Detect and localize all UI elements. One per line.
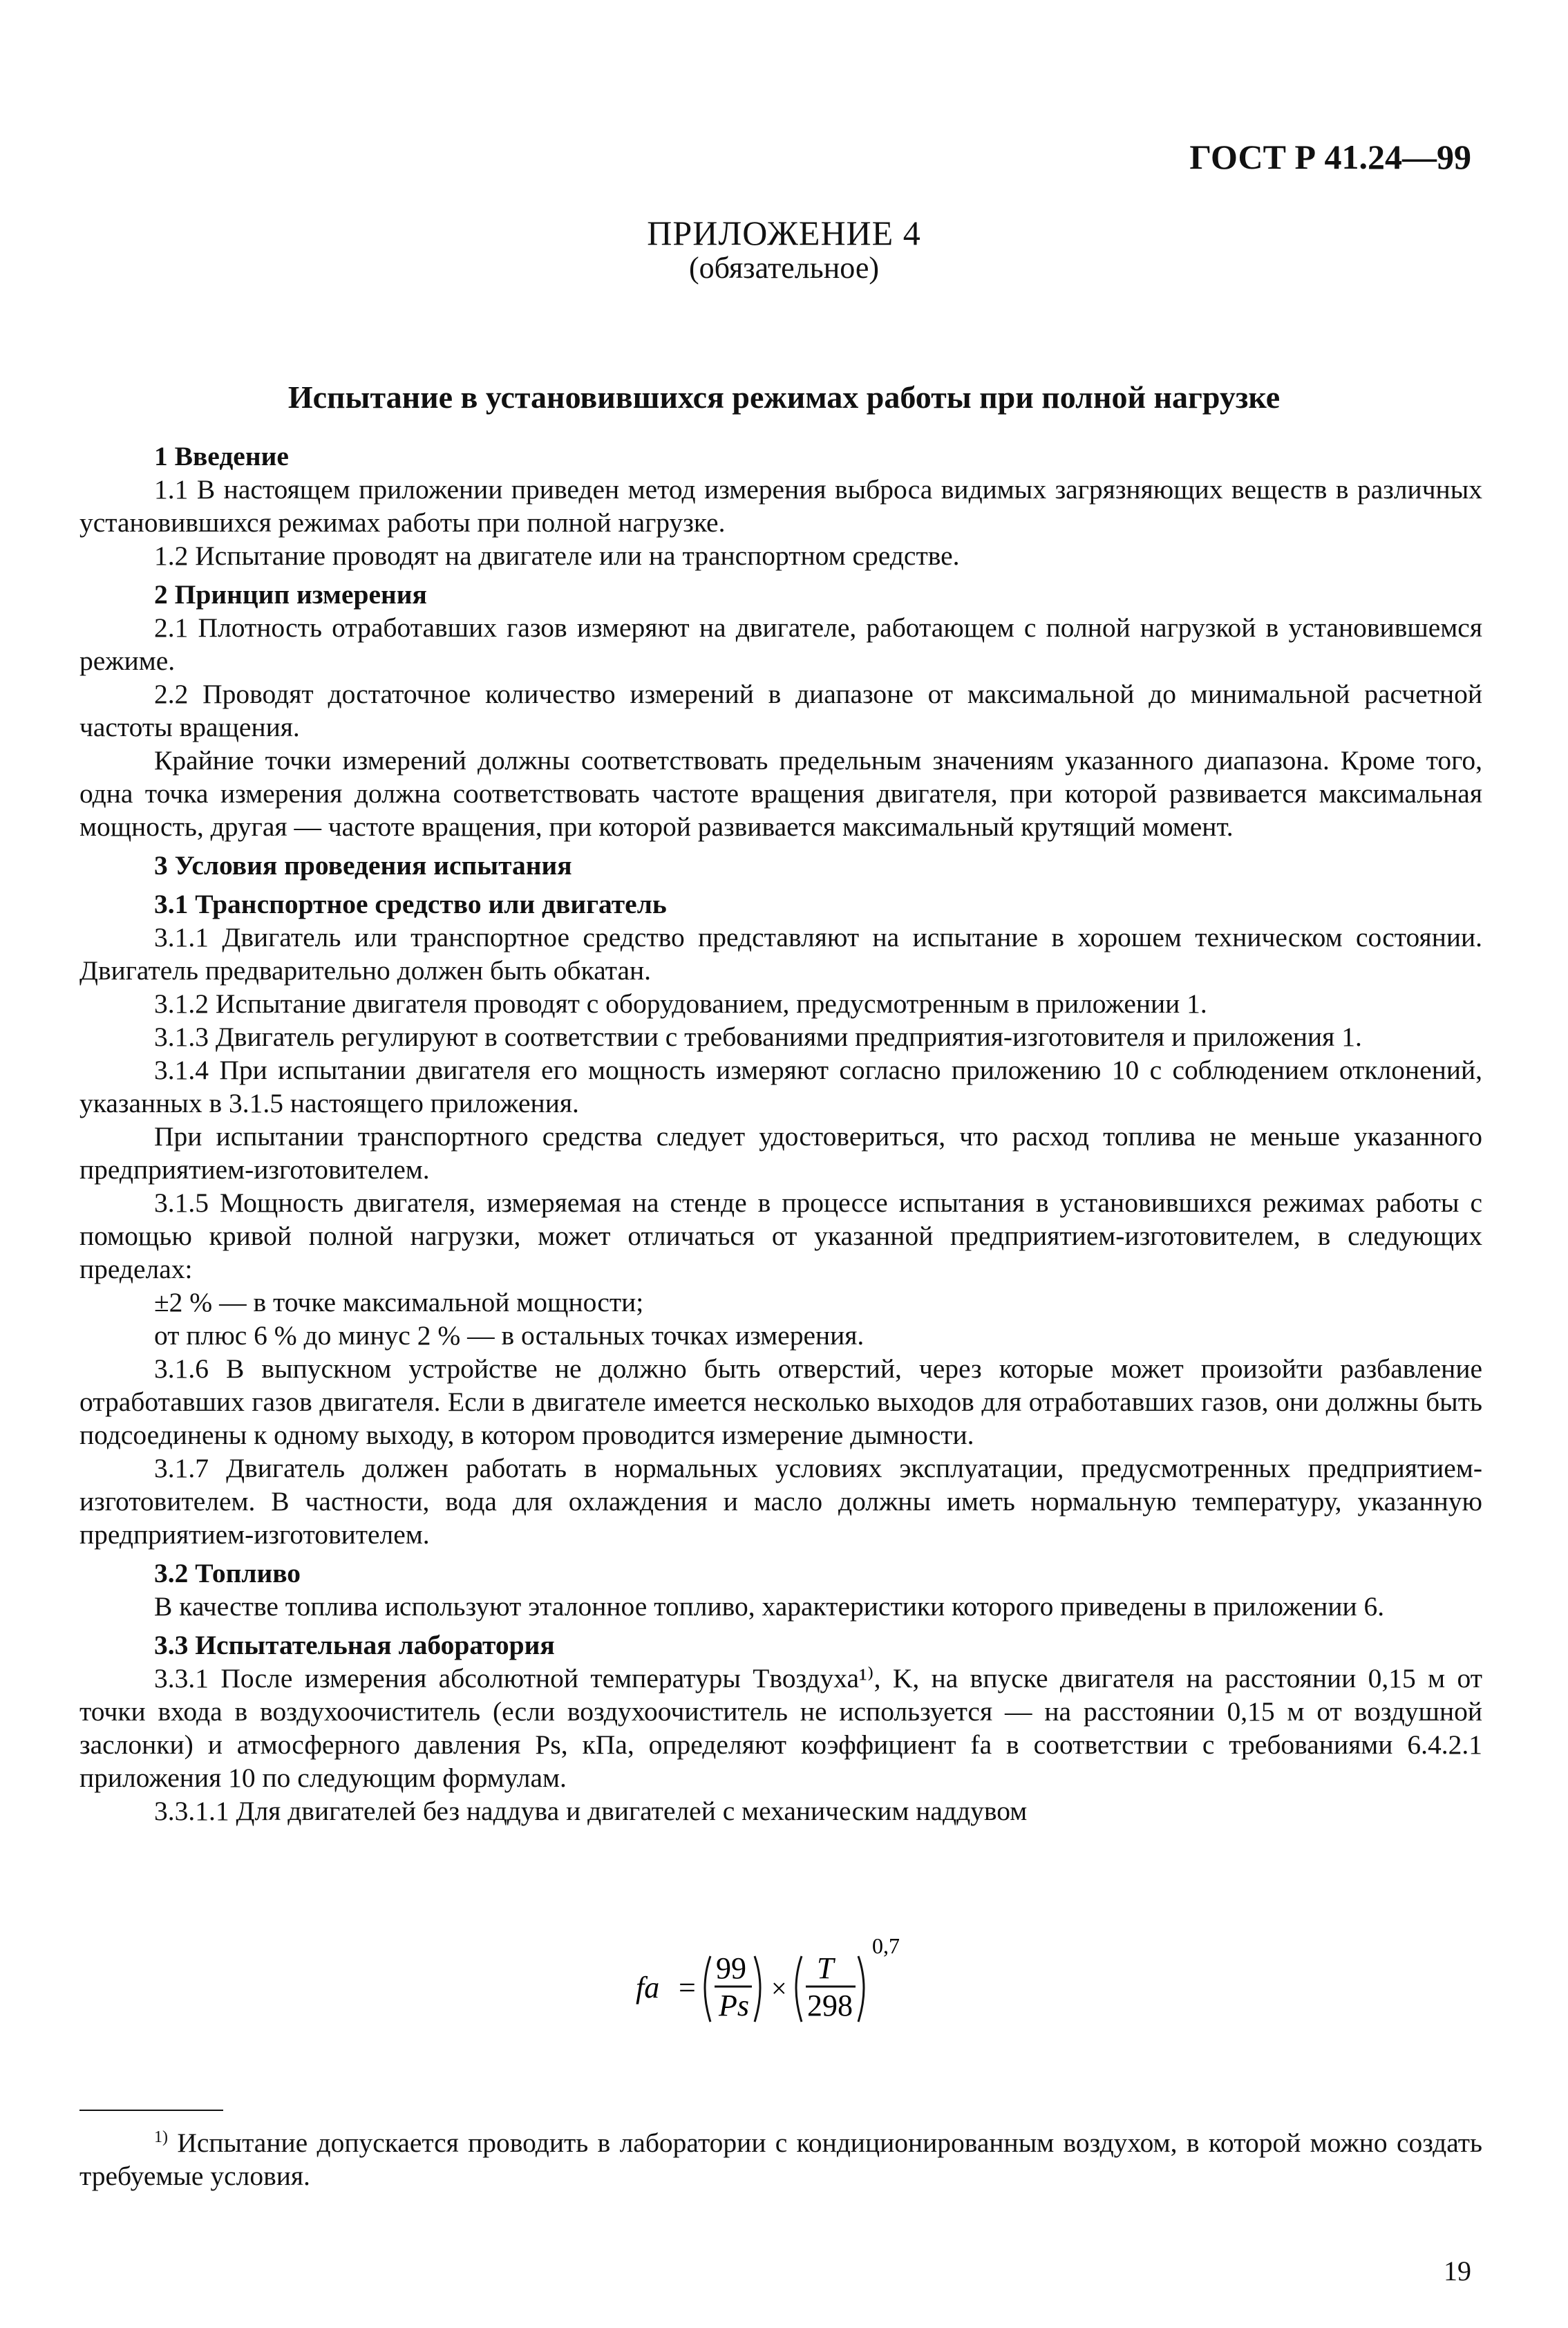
paragraph: Крайние точки измерений должны соответствовать предельным значениям указанного диапазона. Кроме того, одна точка измерения должна соответствовать частоте вращения двигателя, при которой развивается максимальная мощность, другая — частоте вращения, при которой развивается максимальный крутящий момент.	[79, 745, 1482, 842]
paragraph: 3.1.4 При испытании двигателя его мощность измеряют согласно приложению 10 с соблюдением отклонений, указанных в 3.1.5 настоящего приложения.	[79, 1055, 1482, 1118]
formula-denominator-1: Ps	[719, 1989, 749, 2022]
subsection-heading: 3.3 Испытательная лаборатория	[154, 1630, 555, 1660]
paragraph: от плюс 6 % до минус 2 % — в остальных точках измерения.	[154, 1320, 865, 1351]
paragraph: В качестве топлива используют эталонное топливо, характеристики которого приведены в приложении 6.	[154, 1591, 1385, 1622]
right-paren	[858, 1956, 864, 2022]
right-paren	[755, 1956, 760, 2022]
formula-lhs: fa	[636, 1971, 660, 2005]
paragraph: 3.1.3 Двигатель регулируют в соответствии с требованиями предприятия-изготовителя и приложения 1.	[154, 1022, 1362, 1052]
left-paren	[796, 1956, 802, 2022]
section-heading: 1 Введение	[154, 441, 289, 471]
main-title: Испытание в установившихся режимах работы при полной нагрузке	[287, 379, 1281, 415]
paragraph: ±2 % — в точке максимальной мощности;	[154, 1287, 644, 1317]
paragraph: 3.1.1 Двигатель или транспортное средство представляют на испытание в хорошем техническом состоянии. Двигатель предварительно должен быть обкатан.	[79, 922, 1482, 986]
section-heading: 2 Принцип измерения	[154, 579, 427, 610]
paragraph: 3.1.5 Мощность двигателя, измеряемая на стенде в процессе испытания в установившихся режимах работы с помощью кривой полной нагрузки, может отличаться от указанной предприятием-изготовителем, в следующих пределах:	[79, 1188, 1482, 1284]
document-body	[79, 434, 1482, 1828]
section-heading: 3 Условия проведения испытания	[154, 850, 572, 881]
left-paren	[705, 1956, 710, 2022]
formula-times: ×	[771, 1973, 787, 2004]
paragraph: 3.1.7 Двигатель должен работать в нормальных условиях эксплуатации, предусмотренных предприятием-изготовителем. В частности, вода для охлаждения и масло должны иметь нормальную температуру, указанную предприятием-изготовителем.	[79, 1453, 1482, 1550]
appendix-title: ПРИЛОЖЕНИЕ 4	[647, 214, 921, 252]
footnote-divider	[79, 2110, 223, 2111]
document-id: ГОСТ Р 41.24—99	[1189, 138, 1471, 176]
paragraph: 3.3.1 После измерения абсолютной температуры Tвоздуха¹⁾, K, на впуске двигателя на расстоянии 0,15 м от точки входа в воздухоочиститель (если воздухоочиститель не используется — на расстоянии 0,15 м от воздушной заслонки) и атмосферного давления Ps, кПа, определяют коэффициент fa в соответствии с требованиями 6.4.2.1 приложения 10 по следующим формулам.	[79, 1663, 1482, 1793]
formula	[636, 1928, 926, 2046]
formula-exponent: 0,7	[872, 1933, 900, 1958]
paragraph: 1.1 В настоящем приложении приведен метод измерения выброса видимых загрязняющих веществ в различных установившихся режимах работы при полной нагрузке.	[79, 474, 1482, 538]
footnote-marker: 1)	[154, 2128, 168, 2146]
footnote	[79, 2126, 1482, 2193]
paragraph: 3.1.6 В выпускном устройстве не должно быть отверстий, через которые может произойти разбавление отработавших газов двигателя. Если в двигателе имеется несколько выходов для отработавших газов, они должны быть подсоединены к одному выходу, в котором проводится измерение дымности.	[79, 1353, 1482, 1450]
appendix-subtitle: (обязательное)	[689, 251, 879, 285]
paragraph: 2.1 Плотность отработавших газов измеряют на двигателе, работающем с полной нагрузкой в установившемся режиме.	[79, 612, 1482, 676]
paragraph: При испытании транспортного средства следует удостовериться, что расход топлива не меньше указанного предприятием-изготовителем.	[79, 1121, 1482, 1185]
footnote-text: Испытание допускается проводить в лаборатории с кондиционированным воздухом, в которой можно создать требуемые условия.	[79, 2128, 1482, 2191]
paragraph: 2.2 Проводят достаточное количество измерений в диапазоне от максимальной до минимальной расчетной частоты вращения.	[79, 679, 1482, 742]
page-number: 19	[1444, 2255, 1471, 2287]
formula-denominator-2: 298	[807, 1989, 853, 2022]
paragraph: 3.1.2 Испытание двигателя проводят с оборудованием, предусмотренным в приложении 1.	[154, 988, 1207, 1019]
formula-numerator-2: T	[817, 1951, 834, 1985]
paragraph: 3.3.1.1 Для двигателей без наддува и двигателей с механическим наддувом	[154, 1796, 1028, 1826]
paragraph: 1.2 Испытание проводят на двигателе или на транспортном средстве.	[154, 541, 960, 571]
subsection-heading: 3.1 Транспортное средство или двигатель	[154, 889, 667, 919]
formula-numerator-1: 99	[716, 1951, 746, 1985]
formula-equals: =	[679, 1971, 696, 2005]
subsection-heading: 3.2 Топливо	[154, 1558, 301, 1588]
